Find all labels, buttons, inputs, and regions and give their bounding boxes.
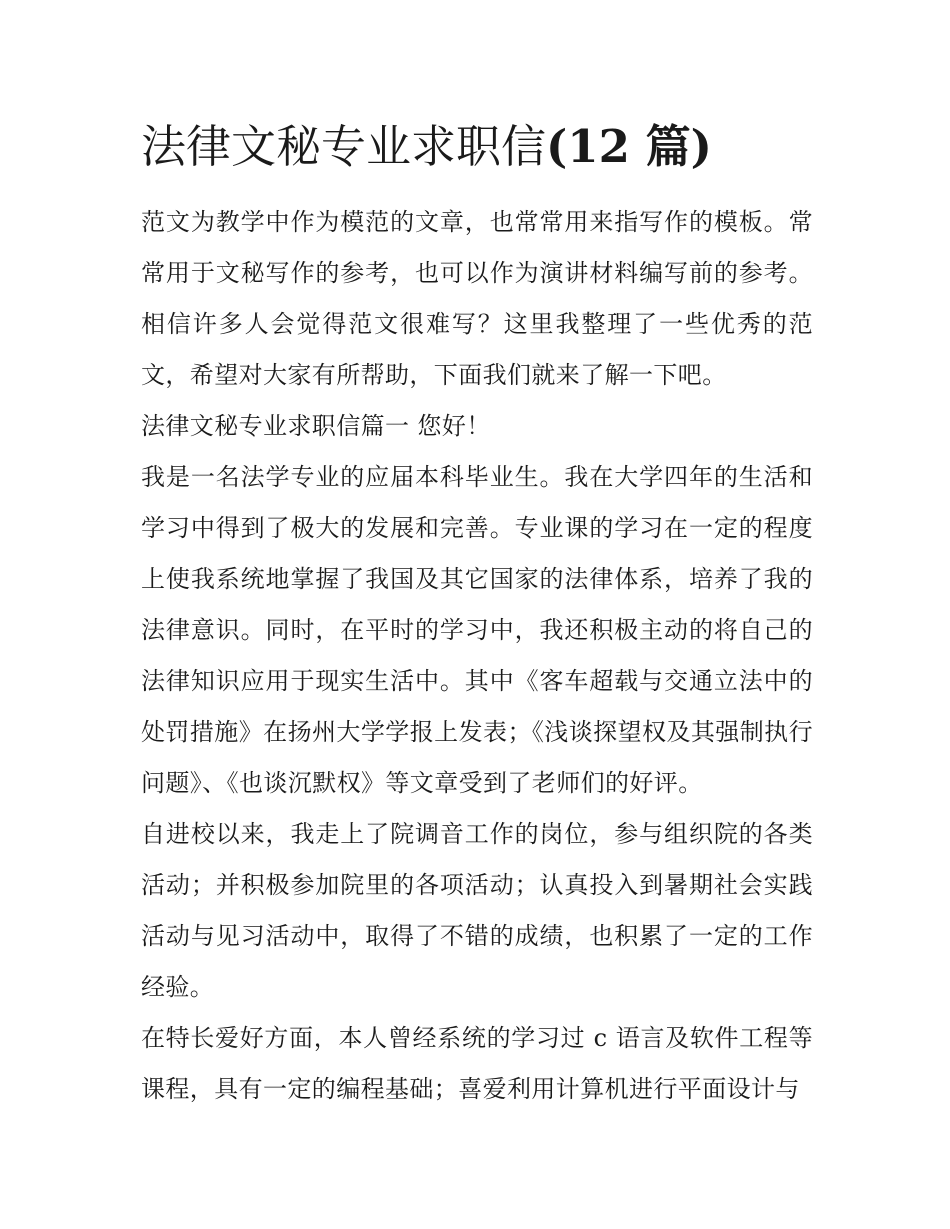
- paragraph-skills: 在特长爱好方面，本人曾经系统的学习过 c 语言及软件工程等课程，具有一定的编程基础；喜爱利用计算机进行平面设计与: [141, 1024, 813, 1103]
- paragraph-intro: 范文为教学中作为模范的文章，也常常用来指写作的模板。常常用于文秘写作的参考，也可以作为演讲材料编写前的参考。相信许多人会觉得范文很难写？这里我整理了一些优秀的范文，希望对大家有所帮助，下面我们就来了解一下吧。: [141, 208, 813, 389]
- paragraph-greeting: 法律文秘专业求职信篇一 您好！: [141, 412, 491, 440]
- document-title: [141, 112, 841, 182]
- title-main: 法律文秘专业求职信: [141, 120, 547, 173]
- paragraph-activities: 自进校以来，我走上了院调音工作的岗位，参与组织院的各类活动；并积极参加院里的各项活动；认真投入到暑期社会实践活动与见习活动中，取得了不错的成绩，也积累了一定的工作经验。: [141, 820, 813, 1001]
- title-suffix: (12 篇): [546, 120, 712, 173]
- document-body: [141, 197, 813, 1115]
- paragraph-education: 我是一名法学专业的应届本科毕业生。我在大学四年的生活和学习中得到了极大的发展和完善。专业课的学习在一定的程度上使我系统地掌握了我国及其它国家的法律体系，培养了我的法律意识。同时，在平时的学习中，我还积极主动的将自己的法律知识应用于现实生活中。其中《客车超载与交通立法中的处罚措施》在扬州大学学报上发表；《浅谈探望权及其强制执行问题》、《也谈沉默权》等文章受到了老师们的好评。: [141, 463, 813, 797]
